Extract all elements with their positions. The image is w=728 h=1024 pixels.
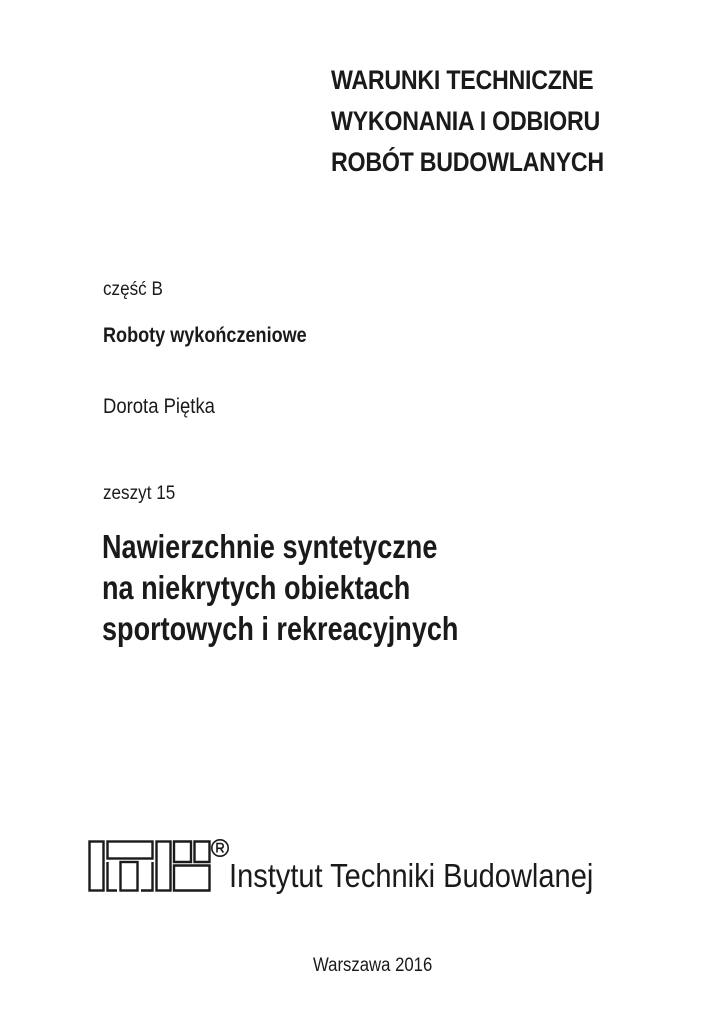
registered-mark-icon xyxy=(210,838,230,858)
itb-logo-icon xyxy=(88,840,212,892)
series-title-line: ROBÓT BUDOWLANYCH xyxy=(331,147,604,177)
publisher-name: Instytut Techniki Budowlanej xyxy=(229,857,594,894)
author-name: Dorota Piętka xyxy=(103,395,215,418)
issue-title-line: sportowych i rekreacyjnych xyxy=(102,610,459,647)
series-title xyxy=(331,60,604,183)
issue-label: zeszyt 15 xyxy=(103,483,176,504)
issue-title xyxy=(102,526,458,649)
part-title: Roboty wykończeniowe xyxy=(103,324,307,347)
series-title-line: WYKONANIA I ODBIORU xyxy=(331,106,601,136)
issue-title-line: na niekrytych obiektach xyxy=(102,569,411,606)
issue-title-line: Nawierzchnie syntetyczne xyxy=(102,528,438,565)
publication-place-year: Warszawa 2016 xyxy=(313,955,433,976)
series-title-line: WARUNKI TECHNICZNE xyxy=(331,65,594,95)
part-label: część B xyxy=(103,279,163,300)
